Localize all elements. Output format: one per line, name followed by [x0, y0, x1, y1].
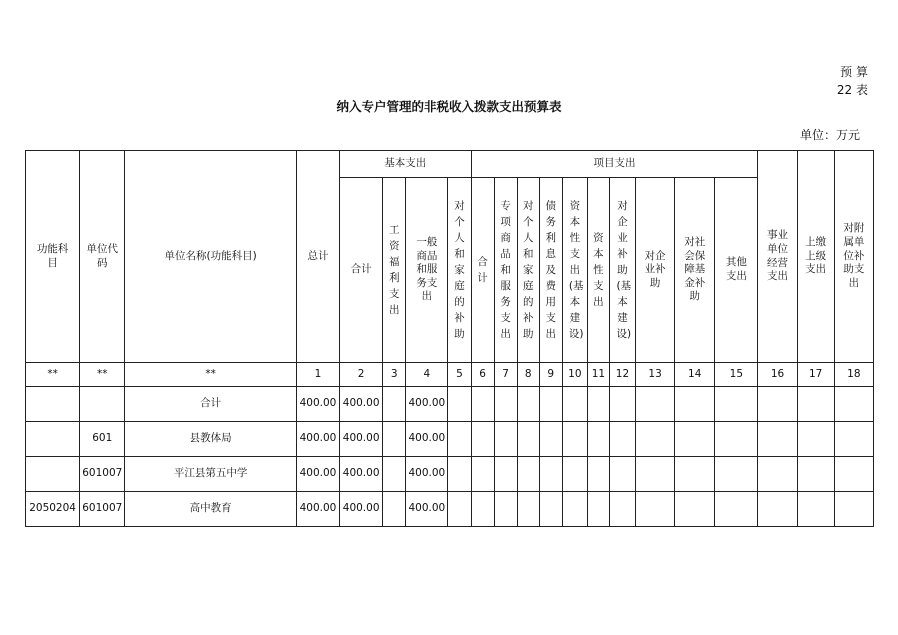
empty-cell — [675, 457, 715, 492]
index-cell: 15 — [715, 363, 758, 387]
empty-cell — [834, 387, 873, 422]
salary-cell — [383, 422, 406, 457]
index-cell: ** — [26, 363, 80, 387]
empty-cell — [494, 492, 517, 527]
index-cell: ** — [80, 363, 125, 387]
header-goods-services: 一般商品和服务支出 — [406, 178, 448, 363]
total-cell: 400.00 — [296, 422, 339, 457]
empty-cell — [539, 492, 562, 527]
table-number-label-line1: 预 算 — [840, 65, 868, 79]
table-row — [26, 457, 874, 492]
table-row — [26, 492, 874, 527]
empty-cell — [517, 492, 539, 527]
index-cell: 2 — [340, 363, 383, 387]
header-business-expenditure: 事业单位经营支出 — [758, 151, 797, 363]
empty-cell — [539, 422, 562, 457]
index-cell: 16 — [758, 363, 797, 387]
empty-cell — [562, 457, 587, 492]
header-project-expenditure: 项目支出 — [471, 151, 758, 178]
header-social-security-subsidy: 对社会保障基金补助 — [675, 178, 715, 363]
index-cell: 14 — [675, 363, 715, 387]
unit-code-cell: 601007 — [80, 492, 125, 527]
empty-cell — [471, 492, 494, 527]
empty-cell — [758, 422, 797, 457]
header-subsidiary-subsidy: 对附属单位补助支出 — [834, 151, 873, 363]
header-project-total: 合计 — [471, 178, 494, 363]
empty-cell — [471, 387, 494, 422]
empty-cell — [834, 422, 873, 457]
empty-cell — [609, 457, 635, 492]
func-code-cell — [26, 422, 80, 457]
empty-cell — [675, 387, 715, 422]
unit-code-cell: 601007 — [80, 457, 125, 492]
header-row-1 — [26, 151, 874, 178]
index-cell: 5 — [448, 363, 471, 387]
empty-cell — [636, 457, 675, 492]
index-cell: 1 — [296, 363, 339, 387]
salary-cell — [383, 457, 406, 492]
index-cell: 13 — [636, 363, 675, 387]
empty-cell — [758, 457, 797, 492]
empty-cell — [562, 387, 587, 422]
empty-cell — [448, 422, 471, 457]
index-cell: 8 — [517, 363, 539, 387]
goods-services-cell: 400.00 — [406, 457, 448, 492]
empty-cell — [797, 422, 834, 457]
header-enterprise-subsidy-construction: 对企业补助(基本建设) — [609, 178, 635, 363]
index-cell: 9 — [539, 363, 562, 387]
empty-cell — [587, 422, 609, 457]
salary-cell — [383, 492, 406, 527]
index-cell: 3 — [383, 363, 406, 387]
total-cell: 400.00 — [296, 492, 339, 527]
empty-cell — [636, 422, 675, 457]
page-title: 纳入专户管理的非税收入拨款支出预算表 — [336, 99, 562, 114]
unit-name-cell: 平江县第五中学 — [125, 457, 297, 492]
empty-cell — [715, 457, 758, 492]
unit-code-cell — [80, 387, 125, 422]
header-unit-name: 单位名称(功能科目) — [125, 151, 297, 363]
empty-cell — [562, 422, 587, 457]
goods-services-cell: 400.00 — [406, 422, 448, 457]
empty-cell — [587, 457, 609, 492]
empty-cell — [517, 387, 539, 422]
index-cell: 18 — [834, 363, 873, 387]
empty-cell — [471, 457, 494, 492]
basic-total-cell: 400.00 — [340, 492, 383, 527]
data-rows — [26, 387, 874, 527]
basic-total-cell: 400.00 — [340, 422, 383, 457]
salary-cell — [383, 387, 406, 422]
empty-cell — [609, 387, 635, 422]
empty-cell — [471, 422, 494, 457]
header-other: 其他支出 — [715, 178, 758, 363]
index-cell: 4 — [406, 363, 448, 387]
empty-cell — [675, 422, 715, 457]
empty-cell — [448, 387, 471, 422]
header-basic-expenditure: 基本支出 — [340, 151, 471, 178]
index-cell: 10 — [562, 363, 587, 387]
index-row — [26, 363, 874, 387]
header-basic-total: 合计 — [340, 178, 383, 363]
empty-cell — [494, 422, 517, 457]
empty-cell — [494, 457, 517, 492]
empty-cell — [715, 422, 758, 457]
func-code-cell — [26, 387, 80, 422]
index-cell: 7 — [494, 363, 517, 387]
header-project-personal-subsidy: 对个人和家庭的补助 — [517, 178, 539, 363]
table-number-label-line2: 22 表 — [836, 83, 868, 97]
empty-cell — [797, 457, 834, 492]
header-func-code: 功能科目 — [26, 151, 80, 363]
empty-cell — [636, 492, 675, 527]
empty-cell — [562, 492, 587, 527]
empty-cell — [636, 387, 675, 422]
index-cell: 11 — [587, 363, 609, 387]
empty-cell — [675, 492, 715, 527]
header-debt-interest: 债务利息及费用支出 — [539, 178, 562, 363]
header-salary-welfare: 工资福利支出 — [383, 178, 406, 363]
index-cell: 12 — [609, 363, 635, 387]
header-personal-subsidy: 对个人和家庭的补助 — [448, 178, 471, 363]
header-capital-construction: 资本性支出(基本建设) — [562, 178, 587, 363]
budget-table — [25, 150, 874, 527]
index-cell: 6 — [471, 363, 494, 387]
basic-total-cell: 400.00 — [340, 387, 383, 422]
empty-cell — [448, 457, 471, 492]
unit-code-cell: 601 — [80, 422, 125, 457]
empty-cell — [517, 457, 539, 492]
empty-cell — [609, 422, 635, 457]
empty-cell — [494, 387, 517, 422]
empty-cell — [797, 387, 834, 422]
header-total: 总计 — [296, 151, 339, 363]
header-upper-payment: 上缴上级支出 — [797, 151, 834, 363]
total-cell: 400.00 — [296, 387, 339, 422]
empty-cell — [609, 492, 635, 527]
empty-cell — [834, 457, 873, 492]
goods-services-cell: 400.00 — [406, 492, 448, 527]
header-special-goods: 专项商品和服务支出 — [494, 178, 517, 363]
header-capital: 资本性支出 — [587, 178, 609, 363]
func-code-cell — [26, 457, 80, 492]
empty-cell — [587, 387, 609, 422]
index-cell: ** — [125, 363, 297, 387]
empty-cell — [715, 387, 758, 422]
empty-cell — [539, 387, 562, 422]
empty-cell — [834, 492, 873, 527]
empty-cell — [587, 492, 609, 527]
header-unit-code: 单位代码 — [80, 151, 125, 363]
empty-cell — [797, 492, 834, 527]
total-cell: 400.00 — [296, 457, 339, 492]
empty-cell — [715, 492, 758, 527]
empty-cell — [758, 387, 797, 422]
table-row — [26, 422, 874, 457]
index-cell: 17 — [797, 363, 834, 387]
empty-cell — [539, 457, 562, 492]
goods-services-cell: 400.00 — [406, 387, 448, 422]
empty-cell — [448, 492, 471, 527]
unit-name-cell: 县教体局 — [125, 422, 297, 457]
table-row — [26, 387, 874, 422]
empty-cell — [517, 422, 539, 457]
header-enterprise-subsidy: 对企业补助 — [636, 178, 675, 363]
unit-label: 单位：万元 — [799, 128, 860, 142]
basic-total-cell: 400.00 — [340, 457, 383, 492]
empty-cell — [758, 492, 797, 527]
unit-name-cell: 合计 — [125, 387, 297, 422]
func-code-cell: 2050204 — [26, 492, 80, 527]
unit-name-cell: 高中教育 — [125, 492, 297, 527]
